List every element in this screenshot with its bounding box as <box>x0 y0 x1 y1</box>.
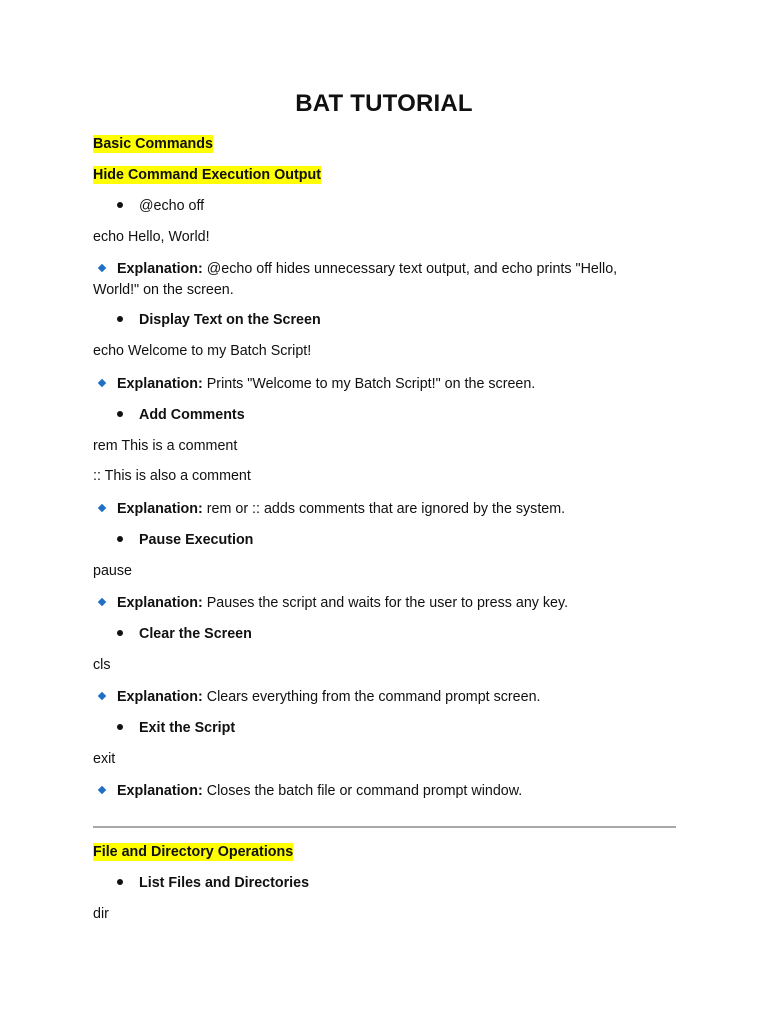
page-title: BAT TUTORIAL <box>295 90 473 117</box>
bullet-text: Exit the Script <box>139 720 236 736</box>
explanation-label: Explanation: <box>117 501 203 517</box>
bullet-item-pause <box>117 530 253 550</box>
code-line-exit: exit <box>93 751 116 767</box>
explanation-label: Explanation: <box>117 261 203 277</box>
code-line-cls: cls <box>93 657 111 673</box>
diamond-bullet-icon <box>98 786 106 794</box>
section-heading-file-directory <box>93 842 293 862</box>
explanation-text: Pauses the script and waits for the user to press any key. <box>202 595 569 611</box>
explanation-5 <box>93 687 653 707</box>
horizontal-divider <box>93 826 676 828</box>
section-heading-basic-commands <box>93 134 213 154</box>
explanation-label: Explanation: <box>117 783 203 799</box>
explanation-4 <box>93 593 653 613</box>
bullet-dot-icon <box>117 879 123 885</box>
bullet-text: Add Comments <box>139 407 245 423</box>
bullet-text: Pause Execution <box>139 532 254 548</box>
explanation-text: @echo off hides unnecessary text output, and echo prints "Hello, <box>202 261 618 277</box>
code-line-colon-comment: :: This is also a comment <box>93 468 251 484</box>
bullet-item-exit <box>117 718 235 738</box>
bullet-text: List Files and Directories <box>139 875 310 891</box>
explanation-text: rem or :: adds comments that are ignored by the system. <box>202 501 566 517</box>
bullet-dot-icon <box>117 630 123 636</box>
bullet-dot-icon <box>117 411 123 417</box>
explanation-text: Closes the batch file or command prompt window. <box>202 783 523 799</box>
diamond-bullet-icon <box>98 264 106 272</box>
bullet-dot-icon <box>117 316 123 322</box>
highlighted-heading: Basic Commands <box>93 136 213 152</box>
bullet-item-list-files <box>117 873 309 893</box>
code-line-dir: dir <box>93 906 109 922</box>
code-line-echo: echo Hello, World! <box>93 229 210 245</box>
explanation-3 <box>93 499 653 519</box>
diamond-bullet-icon <box>98 504 106 512</box>
bullet-item-clear <box>117 624 252 644</box>
bullet-dot-icon <box>117 536 123 542</box>
highlighted-subheading: Hide Command Execution Output <box>93 167 321 183</box>
bullet-dot-icon <box>117 202 123 208</box>
explanation-2 <box>93 374 653 394</box>
explanation-6 <box>93 781 653 801</box>
bullet-item-display-text <box>117 310 321 330</box>
subheading-hide-output <box>93 165 321 185</box>
diamond-bullet-icon <box>98 692 106 700</box>
code-line-welcome: echo Welcome to my Batch Script! <box>93 343 312 359</box>
explanation-label: Explanation: <box>117 595 203 611</box>
explanation-1 <box>93 259 653 279</box>
bullet-text: Display Text on the Screen <box>139 312 321 328</box>
diamond-bullet-icon <box>98 379 106 387</box>
explanation-text: Clears everything from the command prompt screen. <box>202 689 541 705</box>
explanation-1-continued: World!" on the screen. <box>93 282 234 298</box>
diamond-bullet-icon <box>98 598 106 606</box>
bullet-text: @echo off <box>139 198 205 214</box>
bullet-item-add-comments <box>117 405 245 425</box>
explanation-label: Explanation: <box>117 689 203 705</box>
code-line-pause: pause <box>93 563 132 579</box>
bullet-dot-icon <box>117 724 123 730</box>
explanation-text: Prints "Welcome to my Batch Script!" on the screen. <box>202 376 536 392</box>
highlighted-heading: File and Directory Operations <box>93 844 294 860</box>
bullet-item-echo-off <box>117 196 204 216</box>
code-line-rem: rem This is a comment <box>93 438 238 454</box>
explanation-label: Explanation: <box>117 376 203 392</box>
bullet-text: Clear the Screen <box>139 626 252 642</box>
